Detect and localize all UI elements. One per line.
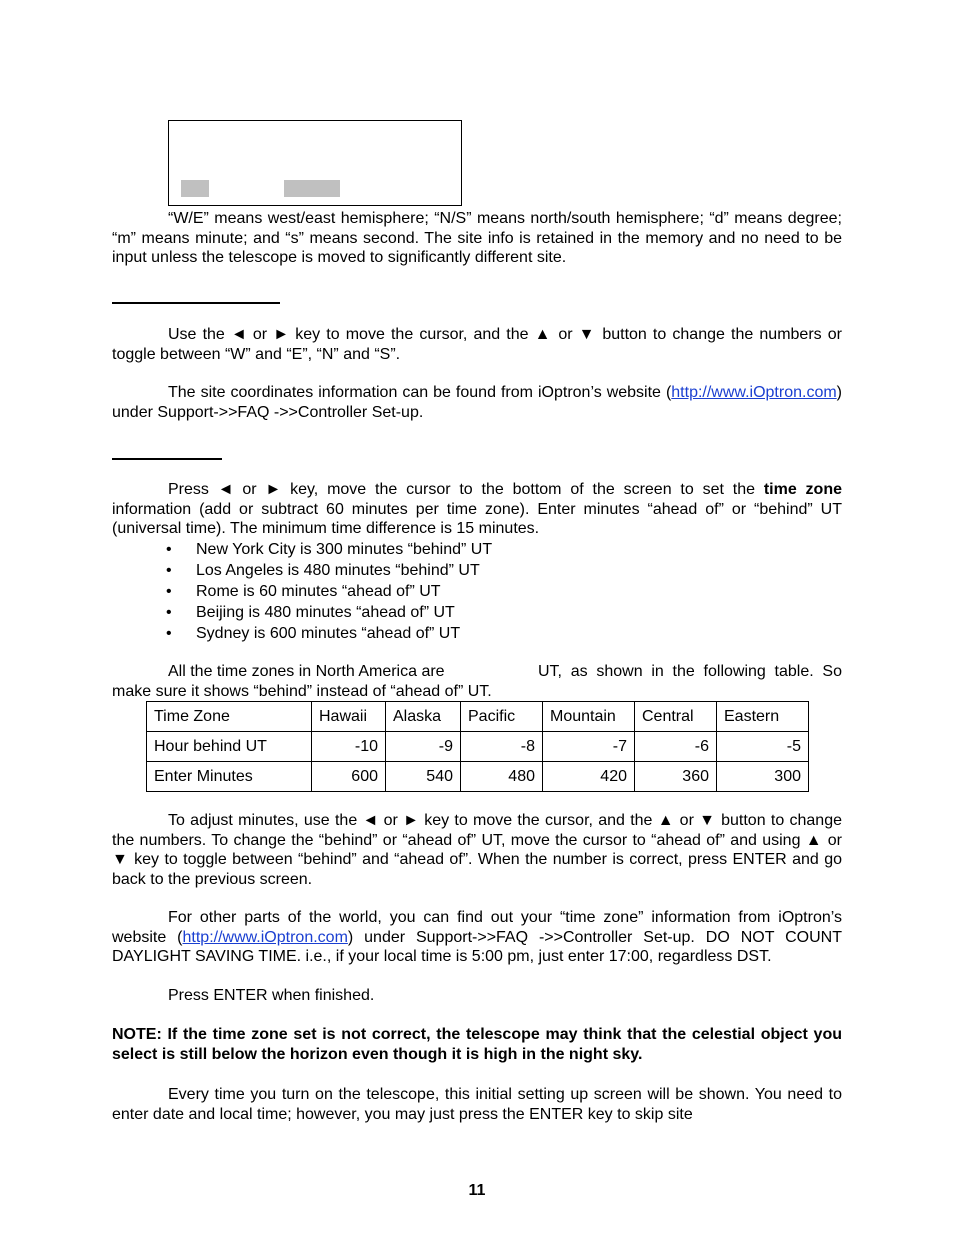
text: Press ◄ or ► key, move the cursor to the bottom of the screen to set the [168, 481, 764, 498]
iortron-website-link[interactable]: http://www.iOptron.com [671, 384, 837, 401]
table-row [147, 762, 809, 792]
section-heading-underline [112, 458, 222, 460]
table-cell: -10 [312, 732, 386, 762]
every-time-paragraph: Every time you turn on the telescope, this initial setting up screen will be shown. You need to enter date and local time; however, you may just press the ENTER key to skip site [112, 1086, 842, 1123]
table-cell: Pacific [461, 702, 543, 732]
text: For other parts of the world, you can find out your “time zone” information from iOptron’s website ( [112, 909, 842, 946]
site-coordinates-paragraph [112, 383, 842, 422]
other-parts-paragraph [112, 908, 842, 967]
table-cell: Hawaii [312, 702, 386, 732]
table-cell: Hour behind UT [147, 732, 312, 762]
table-cell: 540 [386, 762, 461, 792]
page-number: 11 [468, 1182, 486, 1199]
table-cell: Eastern [717, 702, 809, 732]
table-cell: Enter Minutes [147, 762, 312, 792]
north-america-text-start: All the time zones in North America are [168, 663, 445, 680]
text: ) under Support->>FAQ ->>Controller Set-up. [112, 384, 842, 421]
table-cell: 600 [312, 762, 386, 792]
cursor-instructions: Use the ◄ or ► key to move the cursor, and the ▲ or ▼ button to change the numbers or toggle between “W” and “E”, “N” and “S”. [112, 326, 842, 363]
table-cell: Time Zone [147, 702, 312, 732]
table-cell: Alaska [386, 702, 461, 732]
table-cell: -6 [635, 732, 717, 762]
text: The site coordinates information can be found from iOptron’s website ( [168, 384, 672, 401]
time-zone-examples-list [166, 539, 492, 644]
table-cell: -5 [717, 732, 809, 762]
list-item-text: Los Angeles is 480 minutes “behind” UT [196, 562, 480, 579]
hemisphere-note: “W/E” means west/east hemisphere; “N/S” means north/south hemisphere; “d” means degree; “m” means minute; and “s” means second. The site info is retained in the memory and no need to be input unless the telescope is moved to significantly different site. [112, 210, 842, 267]
bold-text: time zone [763, 481, 842, 498]
list-item-text: Beijing is 480 minutes “ahead of” UT [196, 604, 455, 621]
table-cell: 480 [461, 762, 543, 792]
north-america-text-rest: UT, as shown in the following table. So make sure it shows “behind” instead of “ahead of” UT. [112, 663, 842, 700]
table-header-row [147, 702, 809, 732]
lcd-cursor-highlight [284, 180, 340, 197]
list-item: • New York City is 300 minutes “behind” UT [166, 541, 493, 558]
list-item: • Beijing is 480 minutes “ahead of” UT [166, 604, 455, 621]
lcd-screen-figure [168, 120, 462, 206]
list-item: • Rome is 60 minutes “ahead of” UT [166, 583, 441, 600]
adjust-minutes-paragraph: To adjust minutes, use the ◄ or ► key to move the cursor, and the ▲ or ▼ button to change the numbers. To change the “behind” or “ahead of” UT, move the cursor to “ahead of” and using ▲ or ▼ key to toggle between “behind” and “ahead of”. When the number is correct, press ENTER and go back to the previous screen. [112, 812, 842, 889]
table-cell: Mountain [543, 702, 635, 732]
list-item-text: New York City is 300 minutes “behind” UT [196, 541, 493, 558]
table-cell: 420 [543, 762, 635, 792]
text: ) under Support->>FAQ ->>Controller Set-up. DO NOT COUNT DAYLIGHT SAVING TIME. i.e., if your local time is 5:00 pm, just enter 17:00, regardless DST. [112, 928, 842, 966]
table-cell: -7 [543, 732, 635, 762]
time-zone-table [146, 701, 809, 792]
press-enter-paragraph: Press ENTER when finished. [168, 987, 375, 1004]
list-item: • Los Angeles is 480 minutes “behind” UT [166, 562, 480, 579]
time-zone-paragraph [112, 480, 842, 539]
list-item-text: Sydney is 600 minutes “ahead of” UT [196, 625, 461, 642]
list-item: • Sydney is 600 minutes “ahead of” UT [166, 625, 461, 642]
section-heading-underline [112, 302, 280, 304]
table-cell: 360 [635, 762, 717, 792]
table-cell: 300 [717, 762, 809, 792]
table-cell: -9 [386, 732, 461, 762]
table-row [147, 732, 809, 762]
note-paragraph: NOTE: If the time zone set is not correct, the telescope may think that the celestial object you select is still below the horizon even though it is high in the night sky. [112, 1026, 842, 1063]
table-cell: -8 [461, 732, 543, 762]
table-cell: Central [635, 702, 717, 732]
lcd-cursor-highlight [181, 180, 209, 197]
iortron-website-link[interactable]: http://www.iOptron.com [182, 928, 348, 946]
text: information (add or subtract 60 minutes per time zone). Enter minutes “ahead of” or “behind” UT (universal time). The minimum time difference is 15 minutes. [112, 500, 842, 538]
list-item-text: Rome is 60 minutes “ahead of” UT [196, 583, 441, 600]
